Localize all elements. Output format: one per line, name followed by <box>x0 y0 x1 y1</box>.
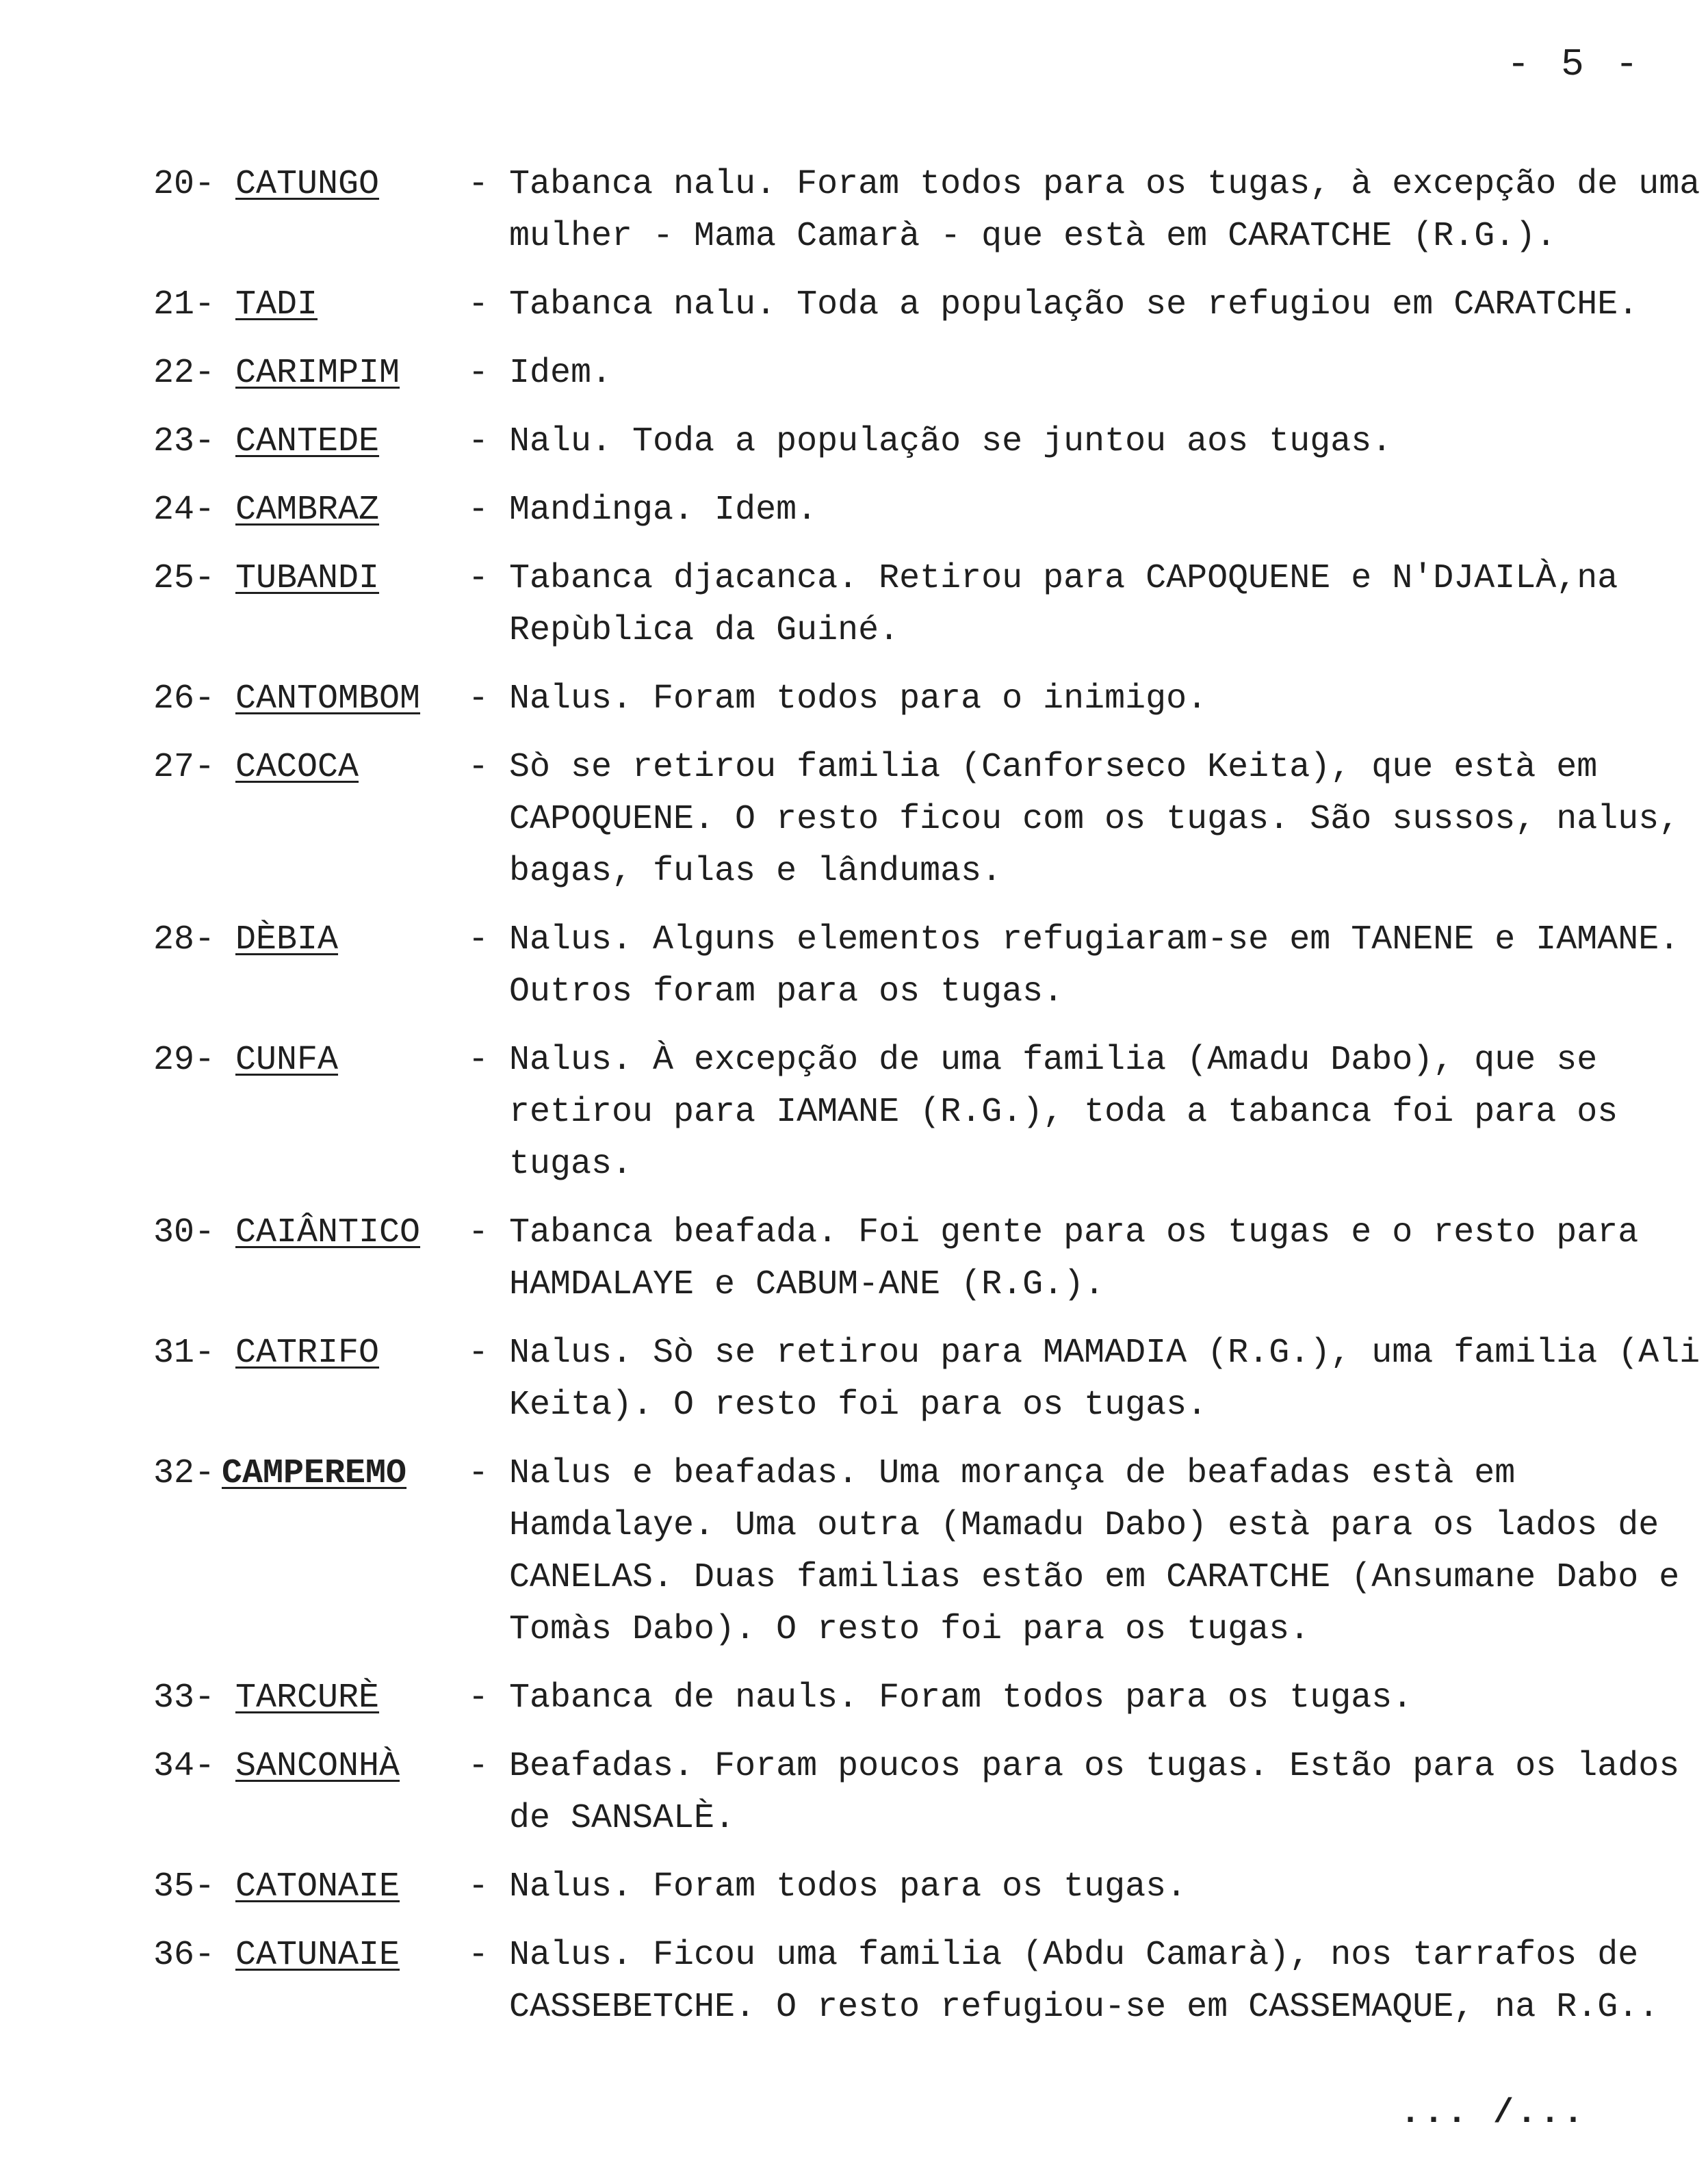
place-name: CARIMPIM <box>235 354 400 393</box>
list-item <box>153 1035 1672 1191</box>
entry-description: - Tabanca djacanca. Retirou para CAPOQUENE e N'DJAILÀ,na Repùblica da Guiné. <box>468 559 1618 650</box>
list-item <box>153 1327 1700 1432</box>
place-name: TADI <box>235 285 318 324</box>
list-item <box>153 279 1672 331</box>
entry-description: - Nalus. À excepção de uma familia (Amadu Dabo), que se retirou para IAMANE (R.G.), toda a tabanca foi para os tugas. <box>468 1041 1618 1184</box>
place-name: CATRIFO <box>235 1334 380 1373</box>
entry-number: 24- <box>153 491 216 530</box>
place-name: CUNFA <box>235 1041 339 1080</box>
place-name: TARCURÈ <box>235 1679 380 1718</box>
place-name: CATUNAIE <box>235 1936 400 1975</box>
entry-list <box>153 159 1700 2050</box>
entry-number: 29- <box>153 1041 216 1080</box>
entry-description: - Beafadas. Foram poucos para os tugas. Estão para os lados de SANSALÈ. <box>468 1747 1680 1838</box>
entry-description: - Tabanca nalu. Toda a população se refugiou em CARATCHE. <box>468 285 1639 324</box>
entry-number: 32- <box>153 1454 216 1493</box>
place-name: CAMPEREMO <box>222 1454 407 1493</box>
continuation-mark: ... /... <box>1399 2094 1586 2133</box>
place-name: CACOCA <box>235 748 359 787</box>
list-item <box>153 1930 1672 2034</box>
entry-number: 35- <box>153 1867 216 1906</box>
entry-description: - Tabanca nalu. Foram todos para os tugas, à excepção de uma mulher - Mama Camarà - que està em CARATCHE (R.G.). <box>468 165 1700 256</box>
place-name: SANCONHÀ <box>235 1747 400 1786</box>
entry-number: 34- <box>153 1747 216 1786</box>
place-name: CAMBRAZ <box>235 491 380 530</box>
entry-number: 23- <box>153 422 216 461</box>
list-item <box>153 1207 1672 1311</box>
entry-description: - Nalus. Alguns elementos refugiaram-se em TANENE e IAMANE. Outros foram para os tugas. <box>468 920 1680 1011</box>
entry-number: 26- <box>153 679 216 718</box>
page-number: - 5 - <box>1506 42 1642 86</box>
list-item <box>153 914 1680 1018</box>
place-name: CATONAIE <box>235 1867 400 1906</box>
entry-description: - Mandinga. Idem. <box>468 491 818 530</box>
entry-number: 31- <box>153 1334 216 1373</box>
place-name: CANTEDE <box>235 422 380 461</box>
place-name: CAIÂNTICO <box>235 1213 421 1252</box>
list-item <box>153 484 1672 536</box>
entry-description: - Sò se retirou familia (Canforseco Keita), que està em CAPOQUENE. O resto ficou com os tugas. São sussos, nalus, bagas, fulas e lândumas. <box>468 748 1680 891</box>
list-item <box>153 348 1672 400</box>
list-item <box>153 1672 1672 1724</box>
list-item <box>153 416 1672 468</box>
entry-number: 33- <box>153 1679 216 1718</box>
entry-number: 28- <box>153 920 216 959</box>
list-item <box>153 673 1672 725</box>
list-item <box>153 1448 1680 1656</box>
entry-description: - Nalus. Ficou uma familia (Abdu Camarà), nos tarrafos de CASSEBETCHE. O resto refugiou-se em CASSEMAQUE, na R.G.. <box>468 1936 1659 2027</box>
entry-number: 20- <box>153 165 216 204</box>
entry-number: 36- <box>153 1936 216 1975</box>
entry-number: 21- <box>153 285 216 324</box>
place-name: CANTOMBOM <box>235 679 421 718</box>
entry-description: - Tabanca beafada. Foi gente para os tugas e o resto para HAMDALAYE e CABUM-ANE (R.G.). <box>468 1213 1639 1304</box>
entry-description: - Nalus. Foram todos para o inimigo. <box>468 679 1208 718</box>
place-name: CATUNGO <box>235 165 380 204</box>
entry-description: - Nalus. Sò se retirou para MAMADIA (R.G.), uma familia (Ali Keita). O resto foi para os tugas. <box>468 1334 1700 1425</box>
entry-number: 25- <box>153 559 216 598</box>
place-name: TUBANDI <box>235 559 380 598</box>
entry-description: - Nalus. Foram todos para os tugas. <box>468 1867 1187 1906</box>
entry-description: - Idem. <box>468 354 612 393</box>
list-item <box>153 159 1700 263</box>
entry-number: 27- <box>153 748 216 787</box>
list-item <box>153 742 1680 898</box>
entry-number: 22- <box>153 354 216 393</box>
entry-description: - Nalus e beafadas. Uma morança de beafadas està em Hamdalaye. Uma outra (Mamadu Dabo) està para os lados de CANELAS. Duas familias estão em CARATCHE (Ansumane Dabo e Tomàs Dabo). O resto foi para os tugas. <box>468 1454 1680 1649</box>
list-item <box>153 1741 1680 1845</box>
place-name: DÈBIA <box>235 920 339 959</box>
entry-number: 30- <box>153 1213 216 1252</box>
list-item <box>153 1861 1672 1913</box>
entry-description: - Tabanca de nauls. Foram todos para os tugas. <box>468 1679 1413 1718</box>
entry-description: - Nalu. Toda a população se juntou aos tugas. <box>468 422 1393 461</box>
list-item <box>153 553 1672 657</box>
